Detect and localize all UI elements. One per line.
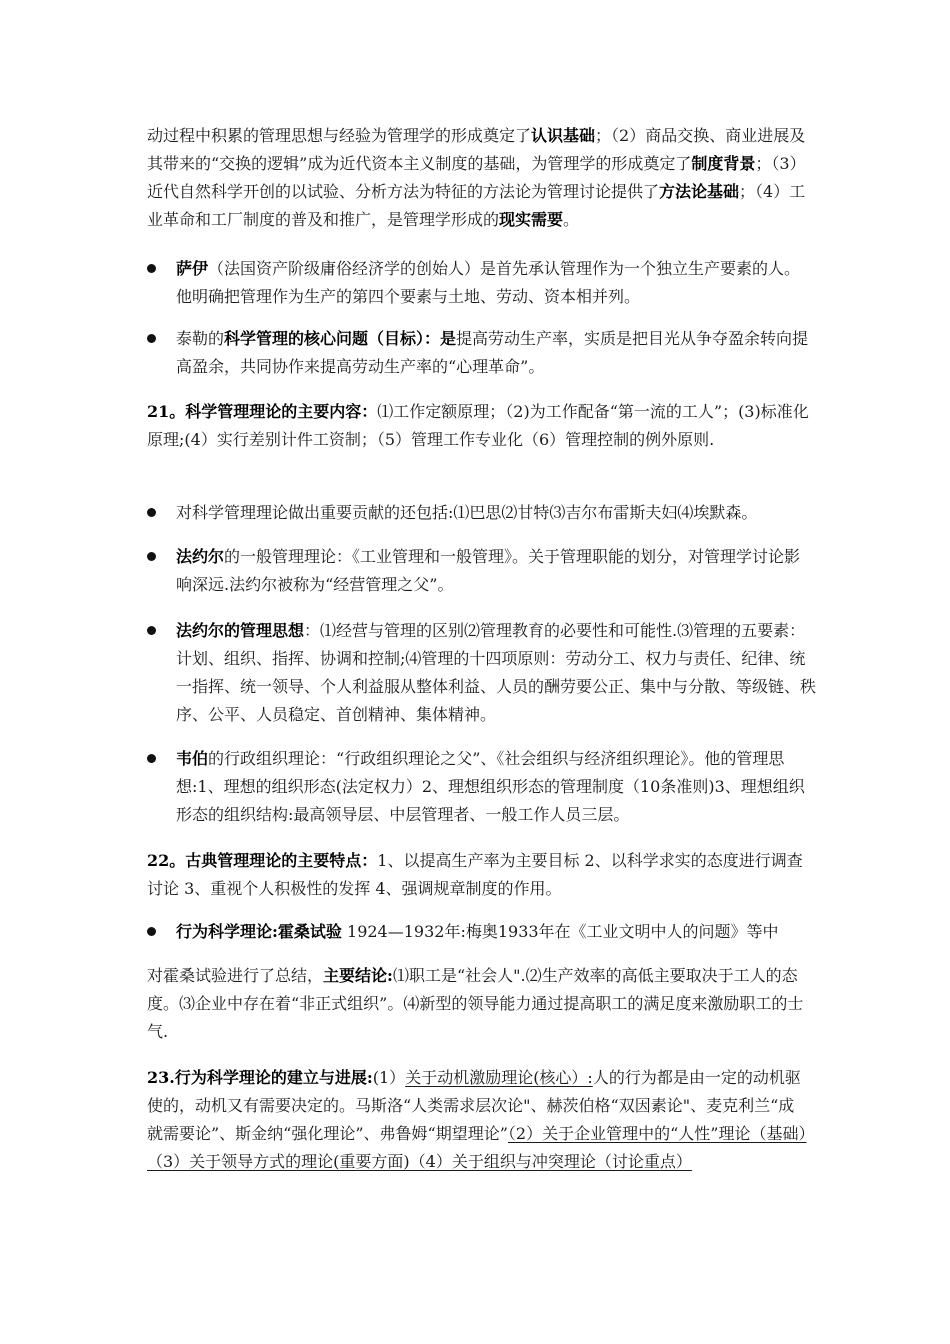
bullet-dot (147, 552, 156, 561)
text: ；（4）工业革命和工厂制度的普及和推广，是管理学形成的 (147, 182, 806, 229)
text: 的一般管理理论：《工业管理和一般管理》。关于管理职能的划分，对管理学讨论影响深远.法约尔被称为“经营管理之父”。 (176, 547, 801, 594)
emphasis: 制度背景 (691, 154, 756, 173)
bullet-weber (147, 745, 827, 829)
bullet-dot (147, 508, 156, 517)
emphasis: 萨伊 (176, 259, 209, 278)
section-heading: 22。古典管理理论的主要特点： (147, 851, 378, 870)
emphasis: 韦伯 (176, 749, 209, 768)
text: ⑴职工是“社会人".⑵生产效率的高低主要取决于工人的态度。⑶企业中存在着“非正式组织”。⑷新型的领导能力通过提高职工的满足度来激励职工的士气. (147, 966, 804, 1041)
text: 的行政组织理论：“行政组织理论之父”、《社会组织与经济组织理论》。他的管理思想:1、理想的组织形态(法定权力）2、理想组织形态的管理制度（10条准则)3、理想组织形态的组织结构:最高领导层、中层管理者、一般工作人员三层。 (176, 749, 805, 824)
emphasis: 主要结论: (323, 966, 393, 985)
emphasis: 法约尔的管理思想 (176, 621, 305, 640)
emphasis: 现实需要 (499, 210, 564, 229)
text: 对霍桑试验进行了总结， (147, 966, 324, 985)
bullet-dot (147, 626, 156, 635)
text: ⑴工作定额原理；（2)为工作配备“第一流的工人”；(3)标准化原理;(4）实行差别计件工资制；（5）管理工作专业化（6）管理控制的例外原则. (147, 402, 809, 449)
text: ：⑴经营与管理的区别⑵管理教育的必要性和可能性.⑶管理的五要素：计划、组织、指挥、协调和控制;⑷管理的十四项原则：劳动分工、权力与责任、纪律、统一指挥、统一领导、个人利益服从整体利益、人员的酬劳要公正、集中与分散、等级链、秩序、公平、人员稳定、首创精神、集体精神。 (176, 621, 817, 724)
emphasis: 行为科学理论:霍桑试验 (176, 922, 342, 941)
text: 泰勒的 (176, 329, 225, 348)
underlined-text: （2）关于企业管理中的“人性”理论（基础）（3）关于领导方式的理论(重要方面)（4）关于组织与冲突理论（讨论重点） (147, 1124, 807, 1171)
bullet-dot (147, 754, 156, 763)
text: (1） (372, 1068, 406, 1087)
emphasis: 方法论基础 (659, 182, 740, 201)
section-heading: 21。科学管理理论的主要内容： (147, 402, 378, 421)
bullet-fayol-theory (147, 543, 827, 599)
section-23 (147, 1064, 809, 1176)
text: （法国资产阶级庸俗经济学的创始人）是首先承认管理作为一个独立生产要素的人。他明确把管理作为生产的第四个要素与土地、劳动、资本相并列。 (176, 259, 801, 306)
text: 动过程中积累的管理思想与经验为管理学的形成奠定了 (147, 126, 532, 145)
section-heading: 23.行为科学理论的建立与进展: (147, 1068, 373, 1087)
bullet-dot (147, 927, 156, 936)
bullet-contributors (147, 499, 827, 527)
text: 1924—1932年:梅奥1933年在《工业文明中人的问题》等中 (341, 922, 779, 941)
bullet-fayol-thought (147, 617, 827, 729)
paragraph-management-foundations (147, 122, 809, 234)
bullet-hawthorne (147, 918, 827, 946)
bullet-say (147, 255, 827, 311)
bullet-dot (147, 334, 156, 343)
emphasis: 科学管理的核心问题（目标）：是 (224, 329, 457, 348)
emphasis: 法约尔 (176, 547, 225, 566)
section-21 (147, 398, 809, 454)
text: 1、以提高生产率为主要目标 2、以科学求实的态度进行调查讨论 3、重视个人积极性的发挥 4、强调规章制度的作用。 (147, 851, 803, 898)
text: ；（2）商品交换、商业进展及其带来的“交换的逻辑”成为近代资本主义制度的基础，为管理学的形成奠定了 (147, 126, 806, 173)
text: 提高劳动生产率，实质是把目光从争夺盈余转向提高盈余，共同协作来提高劳动生产率的“心理革命”。 (176, 329, 809, 376)
paragraph-hawthorne-conclusions (147, 962, 809, 1046)
text: 对科学管理理论做出重要贡献的还包括:⑴巴思⑵甘特⑶吉尔布雷斯夫妇⑷埃默森。 (176, 503, 758, 522)
bullet-taylor (147, 325, 827, 381)
bullet-dot (147, 264, 156, 273)
text: 。 (563, 210, 580, 229)
section-22 (147, 847, 809, 903)
underlined-text: 关于动机激励理论(核心）: (405, 1068, 593, 1087)
text: 人的行为都是由一定的动机驱使的，动机又有需要决定的。马斯洛“人类需求层次论"、赫茨伯格“双因素论"、麦克利兰“成就需要论”、斯金纳“强化理论”、弗鲁姆“期望理论” (147, 1068, 801, 1143)
emphasis: 认识基础 (531, 126, 596, 145)
text: ；（3）近代自然科学开创的以试验、分析方法为特征的方法论为管理讨论提供了 (147, 154, 806, 201)
